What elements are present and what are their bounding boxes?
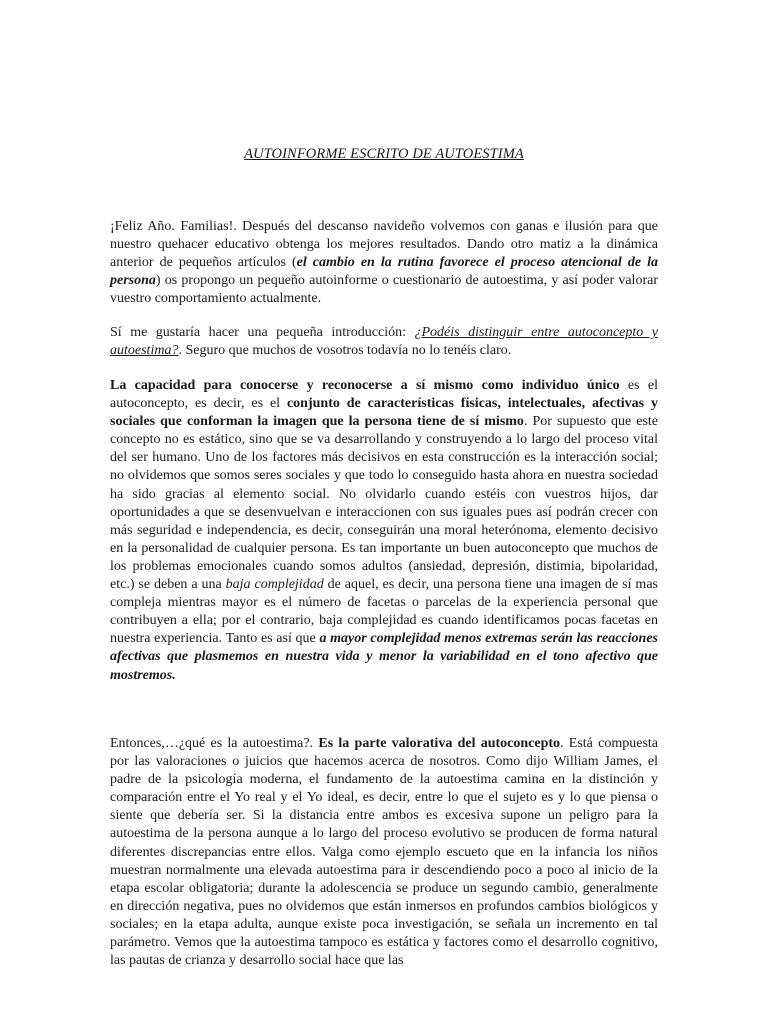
paragraph-text: ¡Feliz Año. Familias!. Después del descanso navideño volvemos con ganas e ilusión para que nuestro quehacer educativo obtenga los mejores resultados. Dando otro matiz a la dinámica anterior de pequeños artículos ( xyxy=(110,219,658,271)
paragraph-text: Sí me gustaría hacer una pequeña introducción: xyxy=(110,325,415,340)
bold-phrase: La capacidad para conocerse y reconocerse a sí mismo como individuo único xyxy=(110,378,620,393)
italic-phrase: baja complejidad xyxy=(225,577,324,593)
paragraph-text: ) os propongo un pequeño autoinforme o cuestionario de autoestima, y así poder valorar vuestro comportamiento actualmente. xyxy=(110,273,658,307)
paragraph-text: . Seguro que muchos de vosotros todavía no lo tenéis claro. xyxy=(178,343,512,359)
paragraph-introduction xyxy=(110,324,658,360)
paragraph-text: es el autoconcepto, es decir, es el xyxy=(110,378,658,412)
paragraph-text: Entonces,…¿qué es la autoestima?. xyxy=(110,736,319,751)
bold-italic-phrase: a mayor complejidad menos extremas serán las reacciones afectivas que plasmemos en nuestra vida y menor la variabilidad en el tono afectivo que mostremos. xyxy=(110,631,658,683)
bold-phrase: Es la parte valorativa del autoconcepto xyxy=(318,736,561,751)
paragraph-text: . Por supuesto que este concepto no es estático, sino que se va desarrollando y construyendo a lo largo del proceso vital del ser humano. Uno de los factores más decisivos en esta construcción es la interacción social; no olvidemos que somos seres sociales y que todo lo conseguido hasta ahora en nuestra sociedad ha sido gracias al elemento social. No olvidarlo cuando estéis con vuestros hijos, dar oportunidades a que se desenvuelvan e interaccionen con sus iguales pues así podrán crecer con más seguridad e independencia, es decir, conseguirán una moral heterónoma, elemento decisivo en la personalidad de cualquier persona. Es tan importante un buen autoconcepto que muchos de los problemas emocionales cuando somos adultos (ansiedad, depresión, distimia, bipolaridad, etc.) se deben a una xyxy=(110,414,659,593)
paragraph-text: de aquel, es decir, una persona tiene una imagen de sí mas compleja mientras mayor es el número de facetas o parcelas de la experiencia personal que contribuyen a ella; por el contrario, baja complejidad es cuando identificamos pocas facetas en nuestra experiencia. Tanto es así que xyxy=(110,577,658,647)
paragraph-text: . Está compuesta por las valoraciones o juicios que hacemos acerca de nosotros. Como dijo William James, el padre de la psicología moderna, el fundamento de la autoestima camina en la distinción y comparación entre el Yo real y el Yo ideal, es decir, entre lo que el sujeto es y lo que piensa o siente que debería ser. Si la distancia entre ambos es excesiva supone un peligro para la autoestima de la persona aunque a lo largo del proceso evolutivo se producen de forma natural diferentes discrepancias entre ellos. Valga como ejemplo escueto que en la infancia los niños muestran normalmente una elevada autoestima para ir descendiendo poco a poco al inicio de la etapa escolar obligatoria; durante la adolescencia se produce un segundo cambio, generalmente en dirección negativa, pues no olvidemos que están inmersos en profundos cambios biológicos y sociales; en la etapa adulta, aunque existe poca investigación, se señala un incremento en tal parámetro. Vemos que la autoestima tampoco es estática y factores como el desarrollo cognitivo, las pautas de crianza y desarrollo social hace que las xyxy=(110,736,659,969)
question-link[interactable]: ¿Podéis distinguir entre autoconcepto y autoestima? xyxy=(110,325,658,359)
document-title: AUTOINFORME ESCRITO DE AUTOESTIMA xyxy=(244,146,524,162)
paragraph-autoconcepto xyxy=(110,377,658,685)
paragraph-greeting xyxy=(110,218,658,308)
bold-phrase: conjunto de características físicas, intelectuales, afectivas y sociales que conforman la imagen que la persona tiene de sí mismo xyxy=(110,396,658,430)
bold-italic-phrase: el cambio en la rutina favorece el proceso atencional de la persona xyxy=(110,255,658,289)
paragraph-autoestima xyxy=(110,735,658,970)
